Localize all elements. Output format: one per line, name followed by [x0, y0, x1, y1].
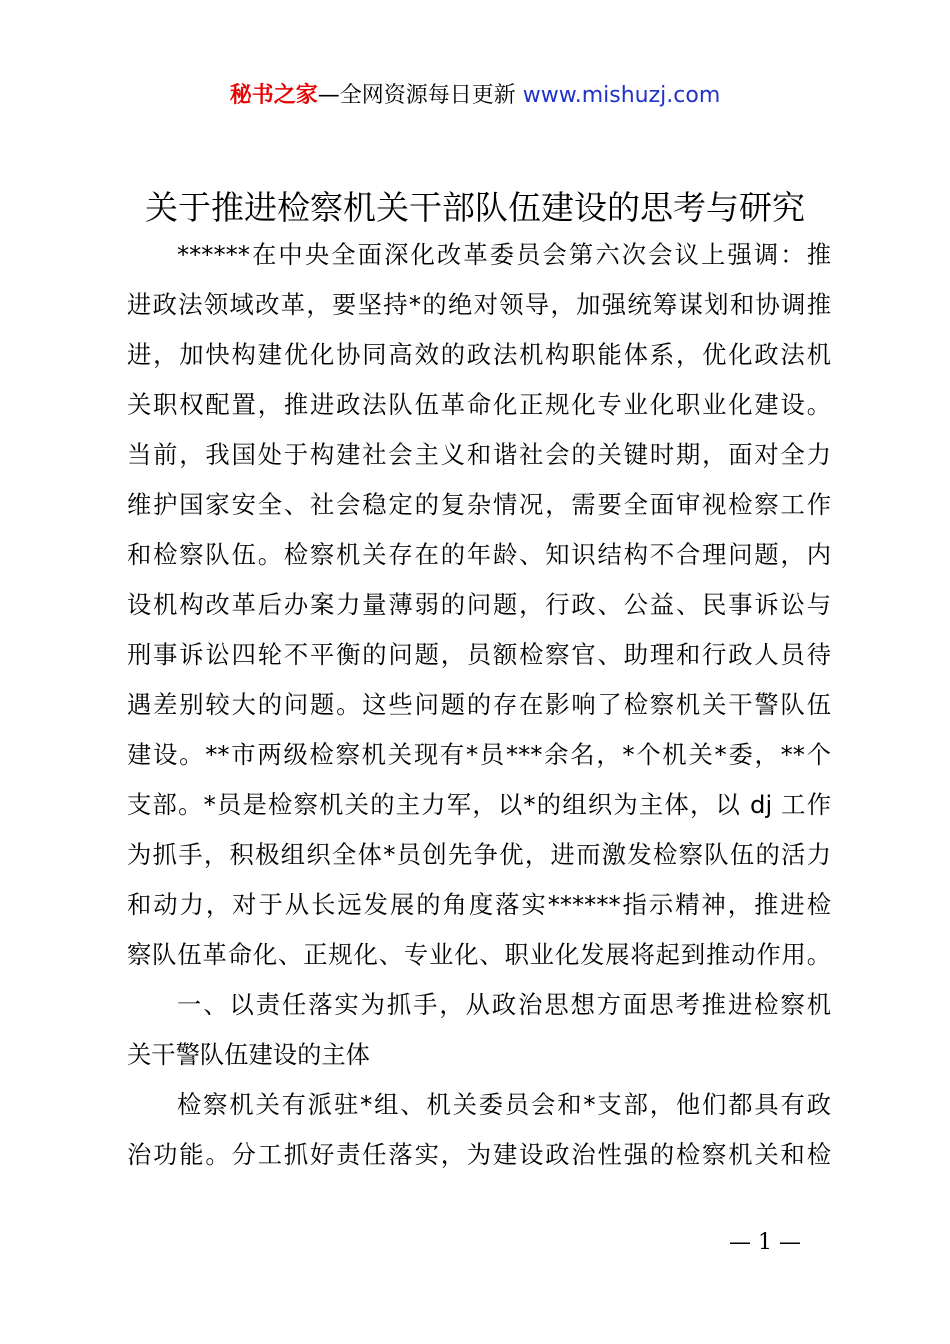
paragraph-1-line: 建设。**市两级检察机关现有*员***余名，*个机关*委，**个: [127, 740, 831, 769]
document-body: [127, 230, 831, 1180]
paragraph-1-line: 关职权配置，推进政法队伍革命化正规化专业化职业化建设。: [127, 390, 831, 419]
document-title: 关于推进检察机关干部队伍建设的思考与研究: [145, 188, 805, 227]
site-url-link[interactable]: www.mishuzj.com: [522, 83, 721, 108]
paragraph-1-line: ******在中央全面深化改革委员会第六次会议上强调：推: [177, 240, 831, 269]
section-1-heading-line: 关干警队伍建设的主体: [127, 1040, 370, 1069]
paragraph-1-line: 设机构改革后办案力量薄弱的问题，行政、公益、民事诉讼与: [127, 590, 831, 619]
paragraph-1-line: 察队伍革命化、正规化、专业化、职业化发展将起到推动作用。: [127, 940, 831, 969]
paragraph-2-line: 治功能。分工抓好责任落实，为建设政治性强的检察机关和检: [127, 1140, 831, 1169]
page-number: — 1 —: [729, 1230, 801, 1255]
paragraph-1-line: 和动力，对于从长远发展的角度落实******指示精神，推进检: [127, 890, 831, 919]
paragraph-2-line: 检察机关有派驻*组、机关委员会和*支部，他们都具有政: [177, 1090, 831, 1119]
paragraph-1-line: 和检察队伍。检察机关存在的年龄、知识结构不合理问题，内: [127, 540, 831, 569]
paragraph-1-line: 支部。*员是检察机关的主力军，以*的组织为主体，以 dj 工作: [127, 790, 831, 819]
paragraph-1-line: 维护国家安全、社会稳定的复杂情况，需要全面审视检察工作: [127, 490, 831, 519]
header-banner: [0, 80, 950, 112]
header-tagline: —全网资源每日更新: [317, 83, 523, 108]
paragraph-1-line: 当前，我国处于构建社会主义和谐社会的关键时期，面对全力: [127, 440, 831, 469]
brand-name: 秘书之家: [229, 83, 318, 108]
paragraph-1-line: 进政法领域改革，要坚持*的绝对领导，加强统筹谋划和协调推: [127, 290, 831, 319]
section-1-heading-line: 一、以责任落实为抓手，从政治思想方面思考推进检察机: [177, 990, 831, 1019]
paragraph-1-line: 进，加快构建优化协同高效的政法机构职能体系，优化政法机: [127, 340, 831, 369]
paragraph-1-line: 刑事诉讼四轮不平衡的问题，员额检察官、助理和行政人员待: [127, 640, 831, 669]
paragraph-1-line: 遇差别较大的问题。这些问题的存在影响了检察机关干警队伍: [127, 690, 831, 719]
paragraph-1-line: 为抓手，积极组织全体*员创先争优，进而激发检察队伍的活力: [127, 840, 831, 869]
